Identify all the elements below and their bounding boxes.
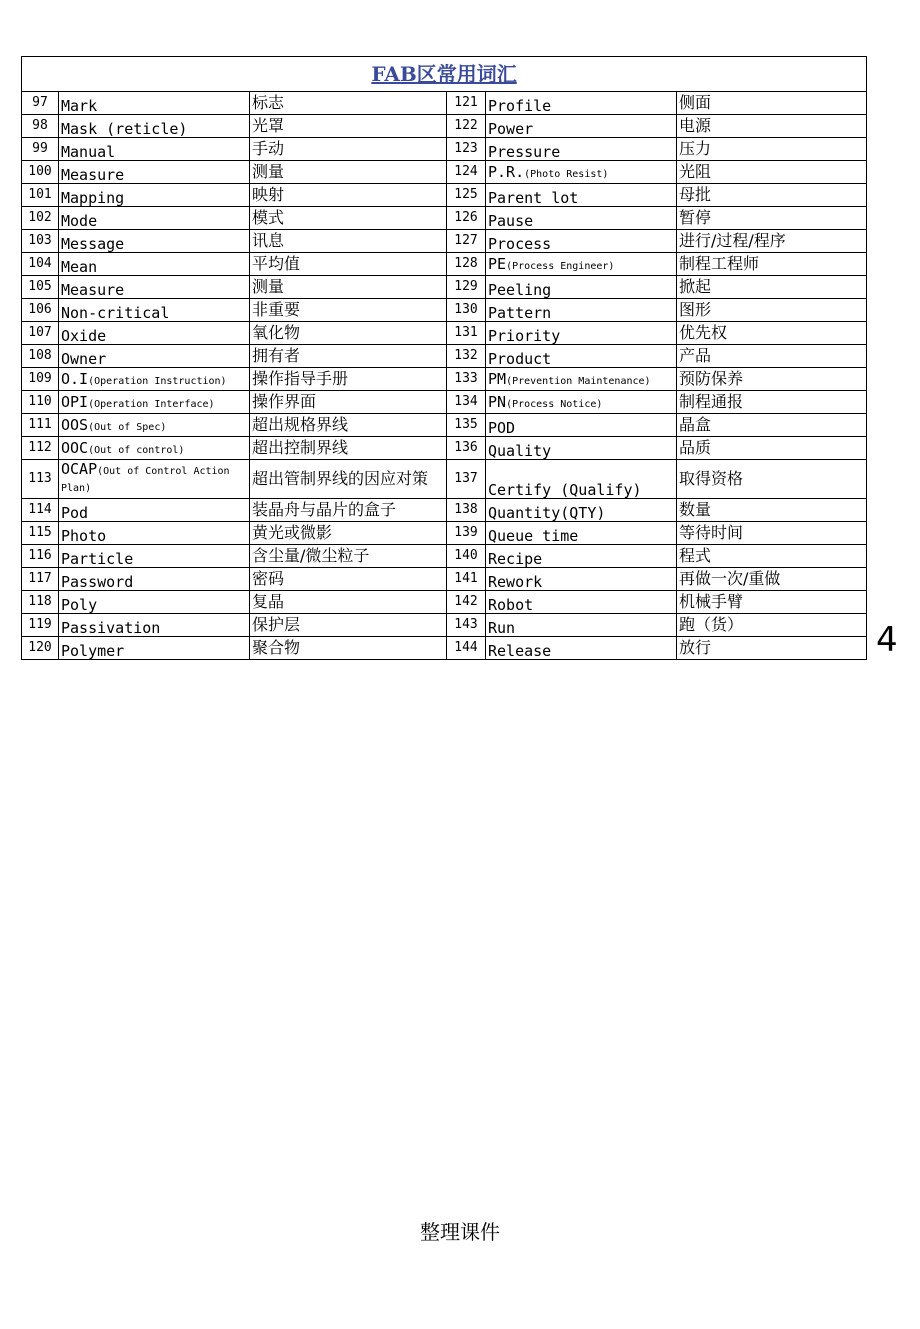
term-cell (486, 230, 677, 253)
term-cell (59, 499, 250, 522)
term-number: 99 (22, 138, 59, 161)
term-number: 123 (447, 138, 486, 161)
chinese-meaning: 品质 (677, 437, 867, 460)
chinese-meaning: 等待时间 (677, 522, 867, 545)
term-cell (59, 207, 250, 230)
term-cell (59, 161, 250, 184)
table-row (22, 368, 867, 391)
term-cell (486, 276, 677, 299)
term-text: Quantity(QTY) (488, 504, 606, 522)
table-row (22, 414, 867, 437)
chinese-meaning: 掀起 (677, 276, 867, 299)
table-row (22, 184, 867, 207)
term-text: Photo (61, 527, 107, 545)
term-number: 143 (447, 614, 486, 637)
term-note: (Process Notice) (506, 399, 603, 410)
term-cell (486, 499, 677, 522)
term-cell (486, 253, 677, 276)
chinese-meaning: 操作界面 (250, 391, 447, 414)
chinese-meaning: 侧面 (677, 92, 867, 115)
chinese-meaning: 含尘量/微尘粒子 (250, 545, 447, 568)
chinese-meaning: 优先权 (677, 322, 867, 345)
chinese-meaning: 产品 (677, 345, 867, 368)
chinese-meaning: 压力 (677, 138, 867, 161)
chinese-meaning: 数量 (677, 499, 867, 522)
table-row (22, 499, 867, 522)
term-number: 115 (22, 522, 59, 545)
term-number: 133 (447, 368, 486, 391)
term-number: 127 (447, 230, 486, 253)
term-number: 117 (22, 568, 59, 591)
term-text: Passivation (61, 619, 161, 637)
term-number: 109 (22, 368, 59, 391)
term-number: 97 (22, 92, 59, 115)
term-note: (Out of control) (88, 445, 185, 456)
term-text: Certify (Qualify) (488, 481, 642, 499)
term-cell (59, 591, 250, 614)
chinese-meaning: 制程工程师 (677, 253, 867, 276)
term-text: Process (488, 235, 552, 253)
term-text: Pause (488, 212, 534, 230)
term-cell (59, 568, 250, 591)
table-row (22, 161, 867, 184)
term-text: Mask (reticle) (61, 120, 188, 138)
term-text: Pressure (488, 143, 561, 161)
term-cell (486, 92, 677, 115)
term-number: 122 (447, 115, 486, 138)
term-cell (59, 184, 250, 207)
term-cell (59, 253, 250, 276)
term-number: 126 (447, 207, 486, 230)
table-row (22, 637, 867, 660)
chinese-meaning: 保护层 (250, 614, 447, 637)
table-row (22, 207, 867, 230)
term-text: Run (488, 619, 516, 637)
term-cell (486, 460, 677, 499)
chinese-meaning: 黄光或微影 (250, 522, 447, 545)
term-cell (486, 637, 677, 660)
term-text: Non-critical (61, 304, 170, 322)
term-text: Password (61, 573, 134, 591)
term-cell (59, 138, 250, 161)
table-row (22, 568, 867, 591)
term-cell (59, 522, 250, 545)
table-row (22, 92, 867, 115)
term-cell (59, 637, 250, 660)
term-text: POD (488, 419, 516, 437)
term-number: 119 (22, 614, 59, 637)
term-cell (486, 368, 677, 391)
chinese-meaning: 平均值 (250, 253, 447, 276)
table-row (22, 299, 867, 322)
term-cell (486, 207, 677, 230)
term-text: O.I (61, 370, 89, 388)
term-cell (486, 522, 677, 545)
term-text: Mean (61, 258, 98, 276)
term-number: 138 (447, 499, 486, 522)
term-text: P.R. (488, 163, 525, 181)
term-number: 106 (22, 299, 59, 322)
term-text: Measure (61, 166, 125, 184)
term-cell (486, 299, 677, 322)
term-number: 107 (22, 322, 59, 345)
term-text: Mode (61, 212, 98, 230)
term-number: 116 (22, 545, 59, 568)
term-text: Priority (488, 327, 561, 345)
vocabulary-table (21, 56, 867, 660)
term-text: OPI (61, 393, 89, 411)
chinese-meaning: 程式 (677, 545, 867, 568)
term-number: 113 (22, 460, 59, 499)
term-number: 131 (447, 322, 486, 345)
term-text: Queue time (488, 527, 579, 545)
chinese-meaning: 制程通报 (677, 391, 867, 414)
term-text: Message (61, 235, 125, 253)
term-number: 104 (22, 253, 59, 276)
table-row (22, 345, 867, 368)
table-row (22, 460, 867, 499)
chinese-meaning: 标志 (250, 92, 447, 115)
term-text: Power (488, 120, 534, 138)
term-number: 124 (447, 161, 486, 184)
term-text: Polymer (61, 642, 125, 660)
term-cell (59, 414, 250, 437)
table-row (22, 253, 867, 276)
chinese-meaning: 超出规格界线 (250, 414, 447, 437)
chinese-meaning: 晶盒 (677, 414, 867, 437)
table-row (22, 545, 867, 568)
table-row (22, 614, 867, 637)
table-row (22, 276, 867, 299)
term-cell (59, 92, 250, 115)
term-text: Release (488, 642, 552, 660)
term-number: 105 (22, 276, 59, 299)
table-row (22, 115, 867, 138)
term-number: 98 (22, 115, 59, 138)
term-text: Mark (61, 97, 98, 115)
chinese-meaning: 操作指导手册 (250, 368, 447, 391)
term-note: (Prevention Maintenance) (506, 376, 651, 387)
term-number: 110 (22, 391, 59, 414)
term-number: 112 (22, 437, 59, 460)
term-cell (486, 568, 677, 591)
term-number: 142 (447, 591, 486, 614)
term-text: Owner (61, 350, 107, 368)
chinese-meaning: 非重要 (250, 299, 447, 322)
term-text: Quality (488, 442, 552, 460)
chinese-meaning: 电源 (677, 115, 867, 138)
term-cell (59, 115, 250, 138)
chinese-meaning: 测量 (250, 161, 447, 184)
term-text: Measure (61, 281, 125, 299)
term-note: (Photo Resist) (524, 169, 609, 180)
chinese-meaning: 超出控制界线 (250, 437, 447, 460)
term-cell (59, 230, 250, 253)
term-cell (486, 545, 677, 568)
chinese-meaning: 母批 (677, 184, 867, 207)
chinese-meaning: 拥有者 (250, 345, 447, 368)
term-text: PN (488, 393, 507, 411)
term-cell (59, 299, 250, 322)
term-cell (486, 322, 677, 345)
term-text: Rework (488, 573, 543, 591)
term-cell (59, 345, 250, 368)
chinese-meaning: 聚合物 (250, 637, 447, 660)
term-number: 144 (447, 637, 486, 660)
term-cell (486, 115, 677, 138)
side-page-number: 4 (876, 620, 898, 660)
term-note: (Out of Control Action Plan) (61, 466, 230, 494)
term-number: 134 (447, 391, 486, 414)
term-cell (486, 161, 677, 184)
term-text: PE (488, 255, 507, 273)
term-text: Poly (61, 596, 98, 614)
term-cell (59, 276, 250, 299)
term-number: 118 (22, 591, 59, 614)
term-number: 108 (22, 345, 59, 368)
term-text: Product (488, 350, 552, 368)
term-number: 136 (447, 437, 486, 460)
chinese-meaning: 光阻 (677, 161, 867, 184)
chinese-meaning: 手动 (250, 138, 447, 161)
chinese-meaning: 映射 (250, 184, 447, 207)
chinese-meaning: 预防保养 (677, 368, 867, 391)
term-cell (486, 414, 677, 437)
term-text: OCAP (61, 460, 98, 478)
term-number: 140 (447, 545, 486, 568)
table-row (22, 437, 867, 460)
chinese-meaning: 装晶舟与晶片的盒子 (250, 499, 447, 522)
chinese-meaning: 复晶 (250, 591, 447, 614)
term-cell (486, 437, 677, 460)
term-cell (59, 368, 250, 391)
table-row (22, 591, 867, 614)
term-number: 125 (447, 184, 486, 207)
term-text: Manual (61, 143, 116, 161)
term-number: 132 (447, 345, 486, 368)
term-note: (Process Engineer) (506, 261, 615, 272)
term-number: 111 (22, 414, 59, 437)
term-cell (59, 614, 250, 637)
chinese-meaning: 讯息 (250, 230, 447, 253)
term-cell (59, 460, 250, 499)
term-number: 141 (447, 568, 486, 591)
term-note: (Operation Interface) (88, 399, 215, 410)
chinese-meaning: 光罩 (250, 115, 447, 138)
term-cell (486, 345, 677, 368)
term-cell (59, 545, 250, 568)
chinese-meaning: 机械手臂 (677, 591, 867, 614)
term-text: Recipe (488, 550, 543, 568)
term-cell (59, 437, 250, 460)
table-row (22, 522, 867, 545)
term-number: 120 (22, 637, 59, 660)
term-cell (486, 391, 677, 414)
term-number: 102 (22, 207, 59, 230)
term-number: 130 (447, 299, 486, 322)
chinese-meaning: 图形 (677, 299, 867, 322)
chinese-meaning: 放行 (677, 637, 867, 660)
term-text: Profile (488, 97, 552, 115)
chinese-meaning: 暂停 (677, 207, 867, 230)
chinese-meaning: 再做一次/重做 (677, 568, 867, 591)
term-cell (59, 391, 250, 414)
term-cell (486, 184, 677, 207)
term-number: 103 (22, 230, 59, 253)
chinese-meaning: 跑（货） (677, 614, 867, 637)
term-text: Particle (61, 550, 134, 568)
table-row (22, 230, 867, 253)
chinese-meaning: 进行/过程/程序 (677, 230, 867, 253)
term-number: 114 (22, 499, 59, 522)
term-text: OOC (61, 439, 89, 457)
footer-caption: 整理课件 (420, 1220, 500, 1244)
chinese-meaning: 超出管制界线的因应对策 (250, 460, 447, 499)
term-number: 139 (447, 522, 486, 545)
term-number: 137 (447, 460, 486, 499)
table-row (22, 391, 867, 414)
term-number: 101 (22, 184, 59, 207)
chinese-meaning: 测量 (250, 276, 447, 299)
term-text: Pod (61, 504, 89, 522)
table-row (22, 322, 867, 345)
chinese-meaning: 模式 (250, 207, 447, 230)
term-cell (59, 322, 250, 345)
term-number: 129 (447, 276, 486, 299)
chinese-meaning: 氧化物 (250, 322, 447, 345)
term-number: 135 (447, 414, 486, 437)
term-text: PM (488, 370, 507, 388)
term-text: Mapping (61, 189, 125, 207)
chinese-meaning: 取得资格 (677, 460, 867, 499)
term-text: Parent lot (488, 189, 579, 207)
term-number: 121 (447, 92, 486, 115)
term-cell (486, 138, 677, 161)
term-text: Robot (488, 596, 534, 614)
term-number: 100 (22, 161, 59, 184)
term-cell (486, 614, 677, 637)
term-number: 128 (447, 253, 486, 276)
term-text: Pattern (488, 304, 552, 322)
table-row (22, 138, 867, 161)
chinese-meaning: 密码 (250, 568, 447, 591)
term-text: OOS (61, 416, 89, 434)
term-cell (486, 591, 677, 614)
term-text: Peeling (488, 281, 552, 299)
term-note: (Out of Spec) (88, 422, 167, 433)
table-title: FAB区常用词汇 (22, 57, 867, 92)
term-text: Oxide (61, 327, 107, 345)
term-note: (Operation Instruction) (88, 376, 227, 387)
